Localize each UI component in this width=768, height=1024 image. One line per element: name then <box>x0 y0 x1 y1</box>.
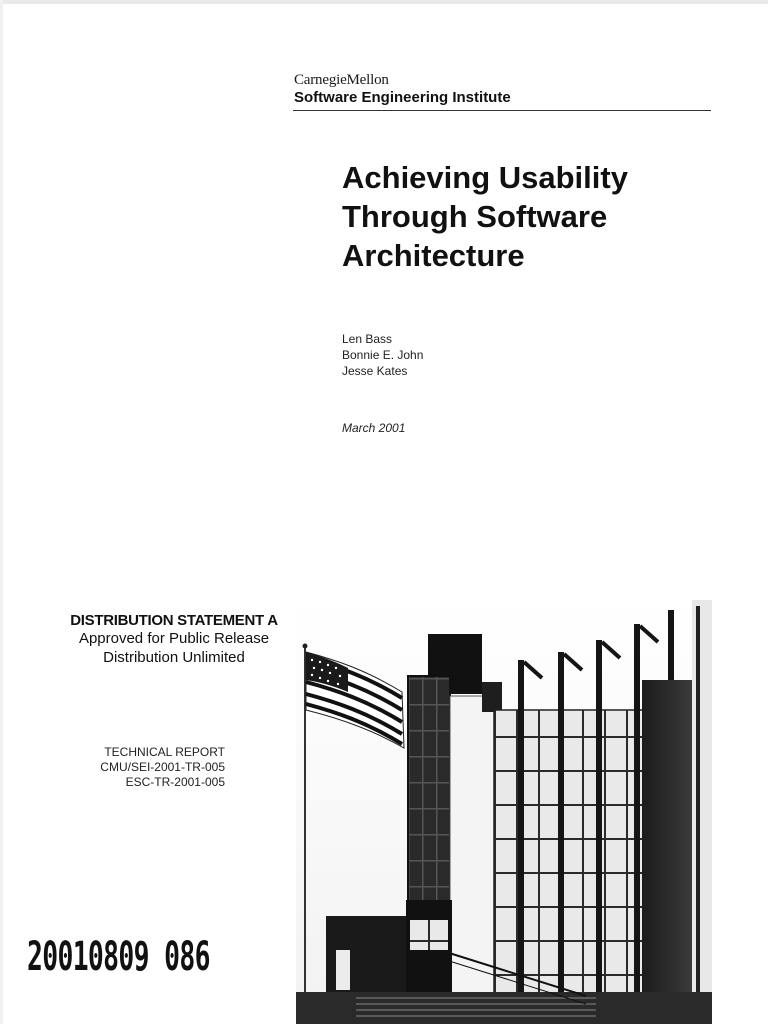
author-name: Jesse Kates <box>342 364 408 378</box>
scan-edge-left <box>0 0 3 1024</box>
accession-number: 20010809 086 <box>27 934 210 980</box>
distribution-line: Distribution Unlimited <box>103 649 245 666</box>
author-name: Len Bass <box>342 332 393 346</box>
author-list <box>342 331 423 379</box>
distribution-heading: DISTRIBUTION STATEMENT A <box>70 612 278 629</box>
report-title <box>342 158 742 275</box>
title-line-2: Through Software <box>342 199 608 234</box>
distribution-line: Approved for Public Release <box>78 630 270 647</box>
report-id: CMU/SEI-2001-TR-005 <box>100 760 225 774</box>
building-with-flag-photo <box>296 600 712 1024</box>
institute-name: Software Engineering Institute <box>294 89 511 106</box>
publication-date: March 2001 <box>342 421 406 435</box>
institution-name: CarnegieMellon <box>294 72 389 88</box>
title-line-1: Achieving Usability <box>342 160 628 195</box>
report-id: ESC-TR-2001-005 <box>125 775 225 789</box>
report-type: TECHNICAL REPORT <box>104 745 225 759</box>
title-line-3: Architecture <box>342 238 525 273</box>
author-name: Bonnie E. John <box>342 348 424 362</box>
header-rule <box>293 110 711 111</box>
scan-edge-top <box>0 0 768 4</box>
building-photo-graphic <box>296 600 712 1024</box>
report-identifiers <box>60 745 225 790</box>
